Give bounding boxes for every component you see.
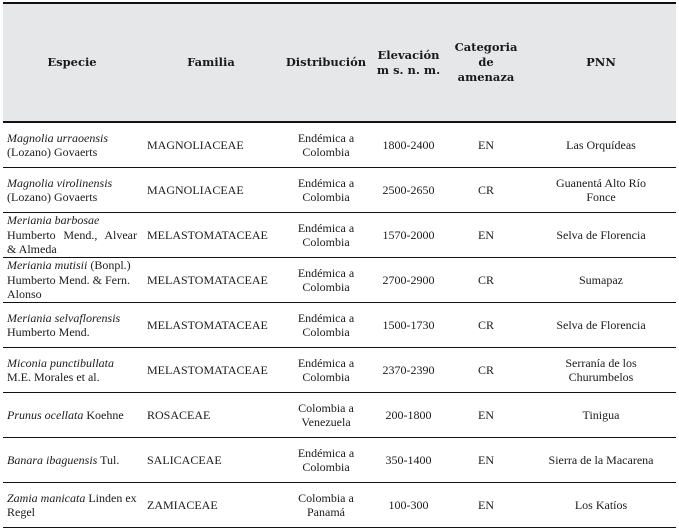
cell-especie [3,483,141,528]
header-familia [141,3,281,122]
cell-categoria: CR [446,348,526,393]
cell-distribucion [281,213,371,258]
species-name: Magnolia virolinensis [7,175,113,190]
species-author: Tul. [100,452,120,467]
cell-categoria: CR [446,168,526,213]
table-row [3,168,676,213]
cell-distribucion [281,483,371,528]
species-name: Meriania mutisii [7,258,88,273]
cell-familia: MAGNOLIACEAE [141,122,281,168]
cell-familia: MELASTOMATACEAE [141,213,281,258]
species-name: Meriania barbosae [7,213,100,228]
header-categoria-line2: amenaza [457,70,515,84]
species-name: Miconia punctibullata [7,355,114,370]
cell-elevacion: 2370-2390 [371,348,446,393]
cell-distribucion [281,168,371,213]
table-row [3,122,676,168]
species-author: Linden ex Regel [7,490,137,519]
pnn-line2: Churumbelos [568,370,634,384]
cell-distribucion [281,303,371,348]
pnn-line1: Serranía de los [565,355,637,370]
cell-pnn [526,483,676,528]
table-row [3,258,676,303]
distribucion-line2: Colombia [302,145,350,159]
cell-categoria: EN [446,438,526,483]
cell-elevacion: 200-1800 [371,393,446,438]
distribucion-line1: Endémica a [297,310,355,325]
header-pnn-label: PNN [586,55,616,69]
species-author: M.E. Morales et al. [7,370,100,384]
distribucion-line1: Endémica a [297,355,355,370]
cell-pnn [526,168,676,213]
table-row [3,303,676,348]
header-elevacion-line2: m s. n. m. [376,62,441,77]
table-row [3,393,676,438]
distribucion-line2: Colombia [302,235,350,249]
cell-distribucion [281,393,371,438]
cell-categoria: CR [446,303,526,348]
species-author: (Lozano) Govaerts [7,145,98,159]
header-elevacion-line1: Elevación [377,47,440,62]
cell-especie [3,168,141,213]
pnn-line1: Los Katíos [574,497,628,512]
header-distribucion-label: Distribución [285,55,367,69]
distribucion-line1: Colombia a [298,490,354,505]
header-categoria-line1: Categoria de [454,40,518,69]
cell-elevacion: 1500-1730 [371,303,446,348]
table-header [3,3,676,122]
cell-familia: MAGNOLIACEAE [141,168,281,213]
distribucion-line2: Colombia [302,460,350,474]
cell-familia: ROSACEAE [141,393,281,438]
distribucion-line2: Panamá [307,505,345,519]
cell-categoria: CR [446,258,526,303]
distribucion-line1: Endémica a [297,130,355,145]
table-row [3,348,676,393]
cell-elevacion: 2700-2900 [371,258,446,303]
species-table [3,2,676,528]
species-author: (Bonpl.) Humberto Mend. & Fern. Alonso [7,258,131,302]
cell-pnn [526,348,676,393]
species-name: Magnolia urraoensis [7,130,109,145]
cell-familia: MELASTOMATACEAE [141,348,281,393]
cell-pnn [526,438,676,483]
table-row [3,213,676,258]
species-name: Banara ibaguensis [7,452,98,467]
pnn-line2: Fonce [586,190,616,204]
pnn-line1: Selva de Florencia [556,227,646,242]
table-row [3,438,676,483]
cell-distribucion [281,348,371,393]
cell-elevacion: 1800-2400 [371,122,446,168]
header-distribucion [281,3,371,122]
header-row [3,3,676,122]
distribucion-line2: Colombia [302,190,350,204]
distribucion-line2: Colombia [302,370,350,384]
pnn-line1: Sierra de la Macarena [548,452,654,467]
cell-distribucion [281,258,371,303]
cell-especie [3,348,141,393]
distribucion-line1: Colombia a [298,400,354,415]
cell-especie [3,303,141,348]
pnn-line1: Las Orquídeas [566,137,636,152]
distribucion-line1: Endémica a [297,220,355,235]
distribucion-line1: Endémica a [297,445,355,460]
pnn-line1: Tinigua [582,407,620,422]
species-name: Prunus ocellata [7,407,84,422]
pnn-line1: Sumapaz [579,272,623,287]
header-elevacion [371,3,446,122]
species-author: (Lozano) Govaerts [7,190,98,204]
cell-especie [3,393,141,438]
cell-distribucion [281,122,371,168]
cell-categoria: EN [446,483,526,528]
cell-pnn [526,303,676,348]
distribucion-line1: Endémica a [297,175,355,190]
cell-familia: ZAMIACEAE [141,483,281,528]
pnn-line1: Selva de Florencia [556,317,646,332]
table-body [3,122,676,528]
cell-categoria: EN [446,213,526,258]
cell-pnn [526,122,676,168]
distribucion-line2: Colombia [302,325,350,339]
species-name: Zamia manicata [7,490,86,505]
cell-distribucion [281,438,371,483]
table-row [3,483,676,528]
species-author: Humberto Mend. [7,325,90,339]
cell-familia: MELASTOMATACEAE [141,303,281,348]
header-pnn [526,3,676,122]
header-categoria [446,3,526,122]
cell-familia: SALICACEAE [141,438,281,483]
species-author: Humberto Mend., Alvear & Almeda [7,227,137,257]
distribucion-line2: Venezuela [301,415,351,429]
cell-elevacion: 100-300 [371,483,446,528]
pnn-line1: Guanentá Alto Río [556,175,646,190]
cell-pnn [526,393,676,438]
header-especie [3,3,141,122]
header-especie-label: Especie [47,55,97,69]
cell-categoria: EN [446,393,526,438]
cell-especie [3,438,141,483]
cell-pnn [526,258,676,303]
cell-elevacion: 2500-2650 [371,168,446,213]
cell-especie [3,213,141,258]
cell-elevacion: 350-1400 [371,438,446,483]
header-familia-label: Familia [187,55,235,69]
cell-especie [3,258,141,303]
species-name: Meriania selvaflorensis [7,310,121,325]
cell-categoria: EN [446,122,526,168]
cell-elevacion: 1570-2000 [371,213,446,258]
cell-familia: MELASTOMATACEAE [141,258,281,303]
cell-pnn [526,213,676,258]
species-table-container [3,2,676,528]
distribucion-line1: Endémica a [297,265,355,280]
cell-especie [3,122,141,168]
distribucion-line2: Colombia [302,280,350,294]
species-author: Koehne [86,407,124,422]
